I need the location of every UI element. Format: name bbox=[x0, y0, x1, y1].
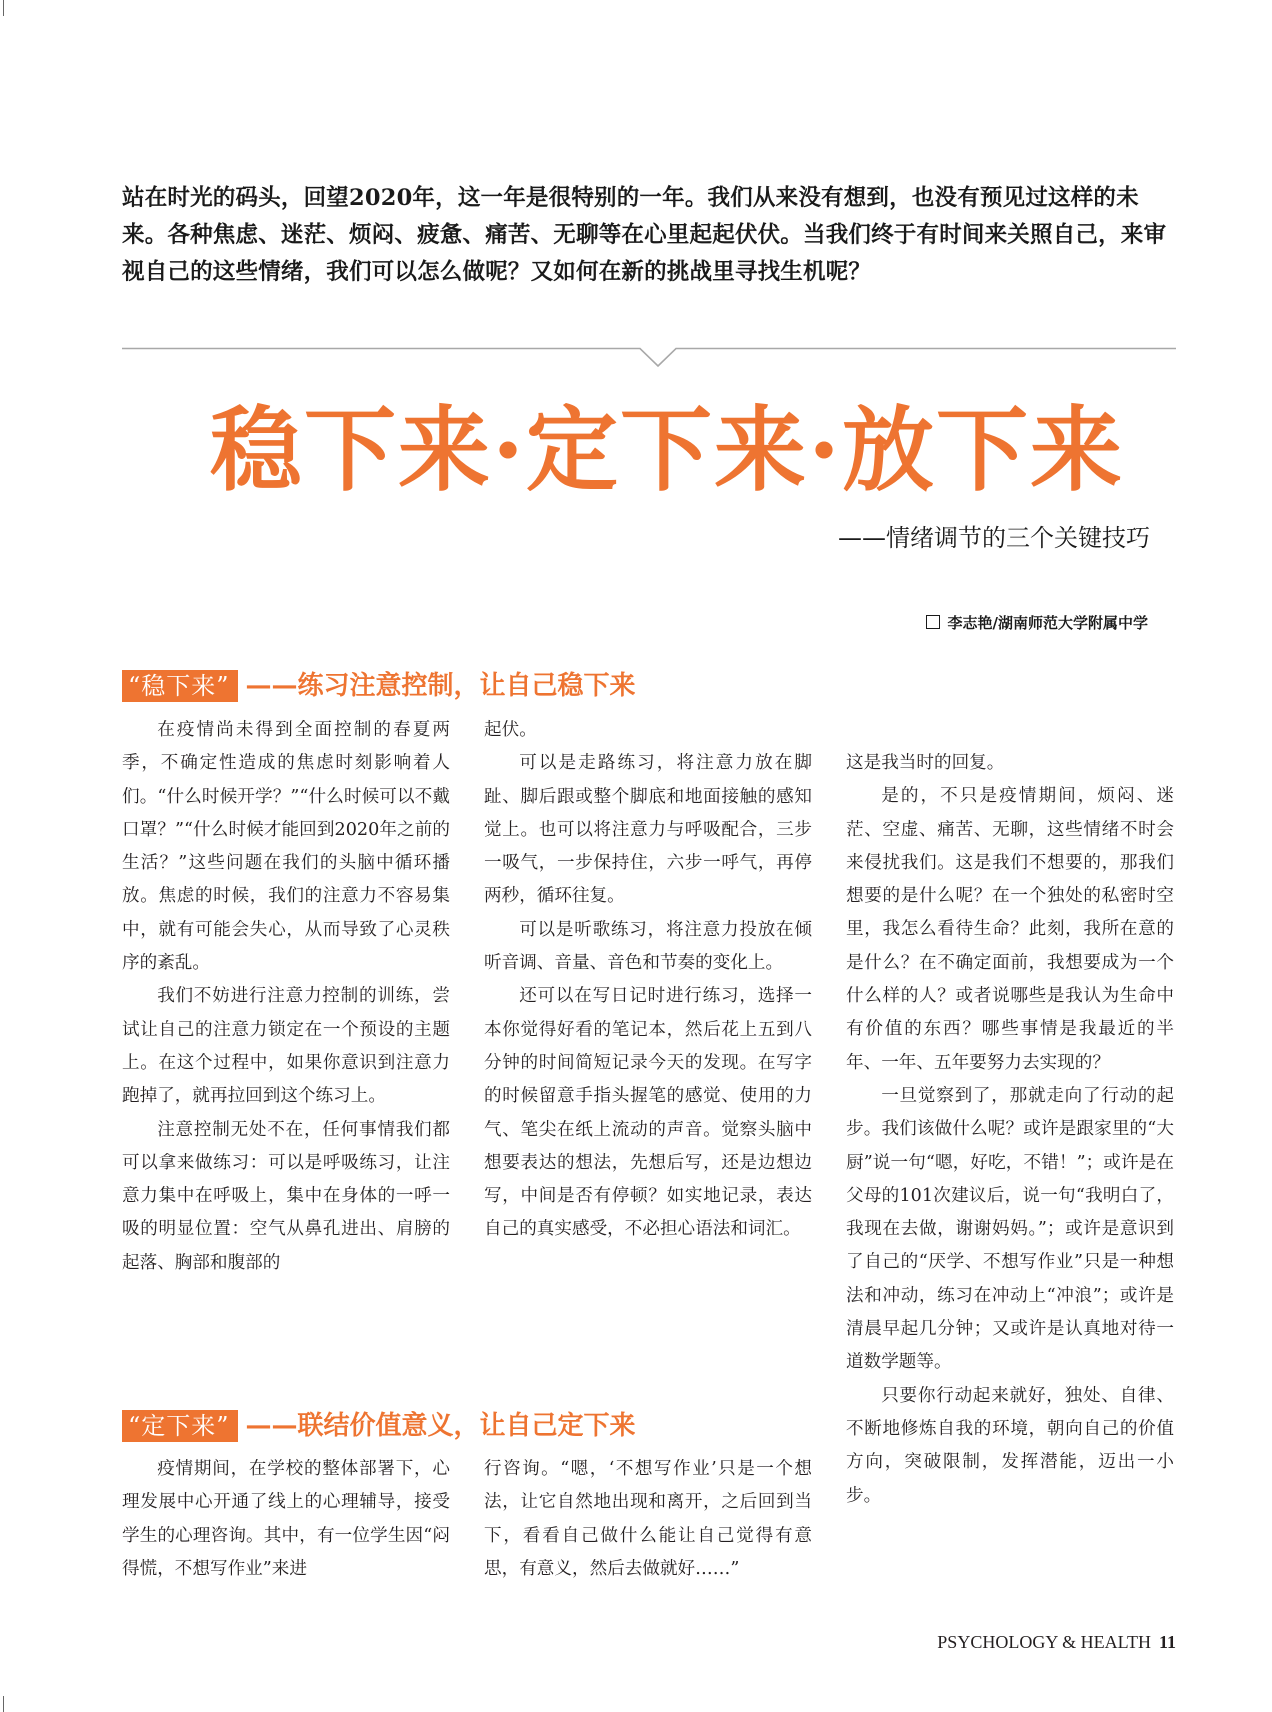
column3 bbox=[846, 747, 1174, 1513]
square-bullet-icon bbox=[926, 615, 940, 629]
paragraph: 可以是听歌练习，将注意力投放在倾听音调、音量、音色和节奏的变化上。 bbox=[484, 919, 812, 974]
paragraph: 是的，不只是疫情期间，烦闷、迷茫、空虚、痛苦、无聊，这些情绪不时会来侵扰我们。这是我们不想要的，那我们想要的是什么呢？在一个独处的私密时空里，我怎么看待生命？此刻，我所在意的是什么？在不确定面前，我想要成为一个什么样的人？或者说哪些是我认为生命中有价值的东西？哪些事情是我最近的半年、一年、五年要努力去实现的？ bbox=[846, 786, 1174, 1073]
article-title: 稳下来·定下来·放下来 bbox=[210, 396, 1125, 504]
author-name: 李志艳/湖南师范大学附属中学 bbox=[947, 614, 1148, 632]
section-title: ——联结价值意义，让自己定下来 bbox=[245, 1411, 636, 1441]
paragraph: 在疫情尚未得到全面控制的春夏两季，不确定性造成的焦虑时刻影响着人们。“什么时候开学？”“什么时候可以不戴口罩？”“什么时候才能回到2020年之前的生活？”这些问题在我们的头脑中循环播放。焦虑的时候，我们的注意力不容易集中，就有可能会失心，从而导致了心灵秩序的紊乱。 bbox=[122, 720, 450, 974]
section-tag: “定下来” bbox=[122, 1410, 238, 1442]
title-separator bbox=[122, 347, 1176, 367]
paragraph: 还可以在写日记时进行练习，选择一本你觉得好看的笔记本，然后花上五到八分钟的时间简短记录今天的发现。在写字的时候留意手指头握笔的感觉、使用的力气、笔尖在纸上流动的声音。觉察头脑中想要表达的想法，先想后写，还是边想边写，中间是否有停顿？如实地记录，表达自己的真实感受，不必担心语法和词汇。 bbox=[484, 986, 812, 1240]
page-footer bbox=[937, 1632, 1176, 1653]
section2-column2 bbox=[484, 1453, 812, 1586]
section-title: ——练习注意控制，让自己稳下来 bbox=[245, 671, 636, 701]
author-byline bbox=[926, 612, 1148, 634]
section2-column1 bbox=[122, 1453, 450, 1586]
magazine-name: PSYCHOLOGY & HEALTH bbox=[937, 1632, 1151, 1652]
paragraph: 一旦觉察到了，那就走向了行动的起步。我们该做什么呢？或许是跟家里的“大厨”说一句“嗯，好吃，不错！”；或许是在父母的101次建议后，说一句“我明白了，我现在去做，谢谢妈妈。”；或许是意识到了自己的“厌学、不想写作业”只是一种想法和冲动，练习在冲动上“冲浪”；或许是清晨早起几分钟；又或许是认真地对待一道数学题等。 bbox=[846, 1085, 1174, 1373]
page-number: 11 bbox=[1158, 1632, 1176, 1652]
section-heading-1 bbox=[122, 668, 636, 704]
section1-column2 bbox=[484, 714, 812, 1247]
section-tag: “稳下来” bbox=[122, 670, 238, 702]
article-subtitle: ——情绪调节的三个关键技巧 bbox=[838, 524, 1150, 552]
paragraph: 起伏。 bbox=[484, 720, 537, 740]
paragraph: 行咨询。“嗯，‘不想写作业’只是一个想法，让它自然地出现和离开，之后回到当下，看看自己做什么能让自己觉得有意思，有意义，然后去做就好……” bbox=[484, 1459, 812, 1579]
crop-mark-top bbox=[0, 0, 4, 16]
paragraph: 这是我当时的回复。 bbox=[846, 753, 1005, 773]
crop-mark-bottom bbox=[0, 1696, 4, 1712]
paragraph: 只要你行动起来就好，独处、自律、不断地修炼自我的环境，朝向自己的价值方向，突破限制，发挥潜能，迈出一小步。 bbox=[846, 1385, 1174, 1506]
section-heading-2 bbox=[122, 1408, 636, 1444]
intro-paragraph: 站在时光的码头，回望2020年，这一年是很特别的一年。我们从来没有想到，也没有预见过这样的未来。各种焦虑、迷茫、烦闷、疲惫、痛苦、无聊等在心里起起伏伏。当我们终于有时间来关照自己，来审视自己的这些情绪，我们可以怎么做呢？又如何在新的挑战里寻找生机呢？ bbox=[122, 185, 1167, 285]
paragraph: 我们不妨进行注意力控制的训练，尝试让自己的注意力锁定在一个预设的主题上。在这个过程中，如果你意识到注意力跑掉了，就再拉回到这个练习上。 bbox=[122, 986, 450, 1107]
separator-line bbox=[122, 349, 1176, 367]
paragraph: 注意控制无处不在，任何事情我们都可以拿来做练习：可以是呼吸练习，让注意力集中在呼吸上，集中在身体的一呼一吸的明显位置：空气从鼻孔进出、肩膀的起落、胸部和腹部的 bbox=[122, 1119, 450, 1273]
paragraph: 疫情期间，在学校的整体部署下，心理发展中心开通了线上的心理辅导，接受学生的心理咨询。其中，有一位学生因“闷得慌，不想写作业”来进 bbox=[122, 1459, 450, 1579]
paragraph: 可以是走路练习，将注意力放在脚趾、脚后跟或整个脚底和地面接触的感知觉上。也可以将注意力与呼吸配合，三步一吸气，一步保持住，六步一呼气，再停两秒，循环往复。 bbox=[484, 753, 812, 907]
section1-column1 bbox=[122, 714, 450, 1280]
